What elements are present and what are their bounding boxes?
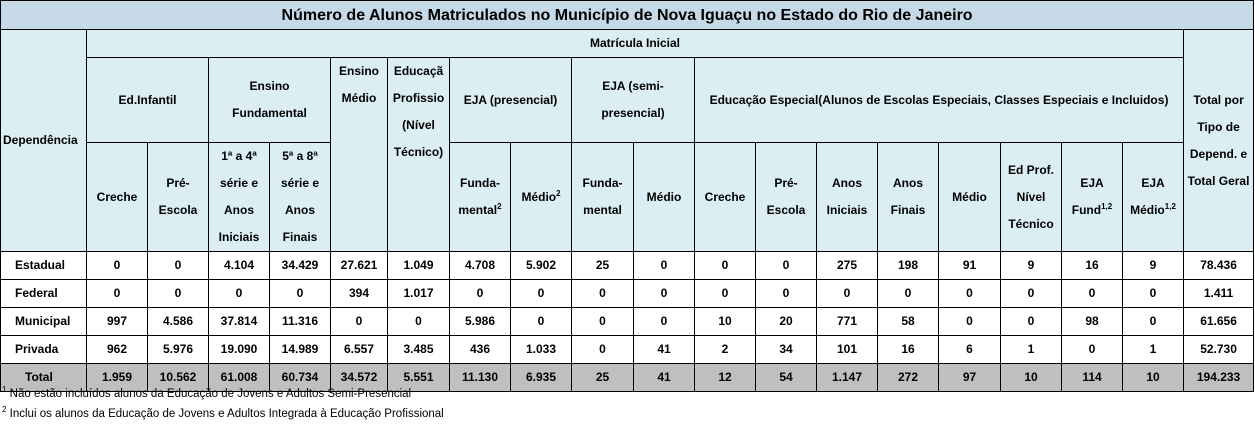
table-cell: 1 <box>1001 336 1062 364</box>
table-cell: 20 <box>756 308 817 336</box>
table-cell: 962 <box>87 336 148 364</box>
table-cell: 436 <box>450 336 511 364</box>
header-eja-presencial: EJA (presencial) <box>450 58 572 143</box>
table-cell: 27.621 <box>331 252 388 280</box>
total-cell: 97 <box>939 364 1001 392</box>
header-educacao-especial: Educação Especial(Alunos de Escolas Especiais, Classes Especiais e Incluidos) <box>695 58 1184 143</box>
table-cell: 6.557 <box>331 336 388 364</box>
table-cell: 78.436 <box>1184 252 1254 280</box>
sub-header-creche: Creche <box>87 143 148 252</box>
table-cell: 1.017 <box>388 280 450 308</box>
table-cell: 0 <box>572 308 634 336</box>
total-cell: 10 <box>1123 364 1184 392</box>
footnote-marker: 1,2 <box>1164 202 1176 211</box>
header-total-por-tipo: Total por Tipo de Depend. e Total Geral <box>1184 30 1254 252</box>
table-cell: 98 <box>1062 308 1123 336</box>
table-cell: 61.656 <box>1184 308 1254 336</box>
sub-header-esp-eja-fund <box>1062 143 1123 252</box>
table-cell: 4.104 <box>209 252 270 280</box>
total-cell: 194.233 <box>1184 364 1254 392</box>
table-cell: 0 <box>634 280 695 308</box>
table-cell: 0 <box>695 280 756 308</box>
table-cell: 5.902 <box>511 252 572 280</box>
sub-header-semi-fundamental: Funda-mental <box>572 143 634 252</box>
table-cell: 0 <box>939 280 1001 308</box>
table-cell: 0 <box>511 280 572 308</box>
table-cell: 0 <box>148 280 209 308</box>
table-cell: 41 <box>634 336 695 364</box>
table-cell: 34 <box>756 336 817 364</box>
table-cell: 34.429 <box>270 252 331 280</box>
table-body <box>1 252 1254 364</box>
table-cell: 16 <box>878 336 939 364</box>
total-cell: 12 <box>695 364 756 392</box>
table-cell: 5.976 <box>148 336 209 364</box>
table-row <box>1 252 1254 280</box>
footnote-text: Não estão incluídos alunos da Educação de Jovens e Adultos Semi-Presencial <box>6 388 412 400</box>
table-cell: 394 <box>331 280 388 308</box>
sub-header-esp-eja-fund-text: EJA Fund <box>1071 176 1104 217</box>
footnote-text: Inclui os alunos da Educação de Jovens e Adultos Integrada à Educação Profissional <box>6 408 444 420</box>
table-cell: 0 <box>695 252 756 280</box>
table-cell: 58 <box>878 308 939 336</box>
total-cell: 272 <box>878 364 939 392</box>
header-educacao-profissional: Educaçã Profissio (Nível Técnico) <box>388 58 450 252</box>
sub-header-pre-escola: Pré-Escola <box>148 143 209 252</box>
header-matricula-inicial: Matrícula Inicial <box>87 30 1184 58</box>
sub-header-esp-ed-prof: Ed Prof. Nível Técnico <box>1001 143 1062 252</box>
total-cell: 5.551 <box>388 364 450 392</box>
row-label: Federal <box>1 280 87 308</box>
table-cell: 91 <box>939 252 1001 280</box>
table-cell: 0 <box>1062 280 1123 308</box>
table-cell: 0 <box>939 308 1001 336</box>
table-cell: 19.090 <box>209 336 270 364</box>
table-row <box>1 308 1254 336</box>
footnote-marker: 2 <box>556 188 561 198</box>
table-cell: 101 <box>817 336 878 364</box>
table-cell: 0 <box>87 280 148 308</box>
header-ed-infantil: Ed.Infantil <box>87 58 209 143</box>
total-cell: 114 <box>1062 364 1123 392</box>
row-label: Privada <box>1 336 87 364</box>
header-ensino-fundamental: Ensino Fundamental <box>209 58 331 143</box>
sub-header-eja-fundamental <box>450 143 511 252</box>
table-cell: 771 <box>817 308 878 336</box>
sub-header-semi-medio: Médio <box>634 143 695 252</box>
total-cell: 61.008 <box>209 364 270 392</box>
sub-header-anos-iniciais: 1ª a 4ª série e Anos Iniciais <box>209 143 270 252</box>
table-cell: 0 <box>450 280 511 308</box>
total-cell: 34.572 <box>331 364 388 392</box>
sub-header-eja-medio-text: Médio <box>521 189 557 204</box>
table-cell: 37.814 <box>209 308 270 336</box>
sub-header-esp-anos-iniciais: Anos Iniciais <box>817 143 878 252</box>
table-cell: 5.986 <box>450 308 511 336</box>
total-cell: 54 <box>756 364 817 392</box>
footnotes <box>0 384 1254 424</box>
table-cell: 0 <box>756 280 817 308</box>
total-cell: 25 <box>572 364 634 392</box>
table-cell: 11.316 <box>270 308 331 336</box>
table-cell: 0 <box>388 308 450 336</box>
sub-header-esp-eja-medio-text: EJA Médio <box>1130 176 1165 217</box>
header-dependencia: Dependência <box>1 30 87 252</box>
table-cell: 1.411 <box>1184 280 1254 308</box>
table-cell: 14.989 <box>270 336 331 364</box>
sub-header-esp-anos-finais: Anos Finais <box>878 143 939 252</box>
footnote-2 <box>0 404 1254 424</box>
table-cell: 0 <box>148 252 209 280</box>
table-cell: 52.730 <box>1184 336 1254 364</box>
table-cell: 1.049 <box>388 252 450 280</box>
table-cell: 2 <box>695 336 756 364</box>
total-cell: 60.734 <box>270 364 331 392</box>
table-cell: 0 <box>1123 308 1184 336</box>
total-cell: 41 <box>634 364 695 392</box>
table-cell: 3.485 <box>388 336 450 364</box>
table-row <box>1 280 1254 308</box>
table-title: Número de Alunos Matriculados no Município de Nova Iguaçu no Estado do Rio de Janeiro <box>1 1 1254 30</box>
footnote-marker: 1,2 <box>1101 202 1113 211</box>
footnote-marker: 2 <box>497 202 502 211</box>
table-cell: 9 <box>1001 252 1062 280</box>
table-cell: 16 <box>1062 252 1123 280</box>
sub-header-esp-pre-escola: Pré-Escola <box>756 143 817 252</box>
table-cell: 0 <box>331 308 388 336</box>
table-cell: 0 <box>634 308 695 336</box>
footnote-number: 1 <box>2 385 7 395</box>
header-ensino-medio: Ensino Médio <box>331 58 388 252</box>
sub-header-eja-fundamental-text: Funda-mental <box>458 176 500 217</box>
sub-header-esp-creche: Creche <box>695 143 756 252</box>
table-cell: 997 <box>87 308 148 336</box>
table-cell: 0 <box>756 252 817 280</box>
table-cell: 1.033 <box>511 336 572 364</box>
table-cell: 0 <box>1001 308 1062 336</box>
total-cell: 1.147 <box>817 364 878 392</box>
row-label: Municipal <box>1 308 87 336</box>
sub-header-anos-finais: 5ª a 8ª série e Anos Finais <box>270 143 331 252</box>
footnote-1 <box>0 384 1254 404</box>
table-row <box>1 336 1254 364</box>
table-cell: 0 <box>511 308 572 336</box>
table-cell: 10 <box>695 308 756 336</box>
total-label: Total <box>1 364 87 392</box>
table-cell: 198 <box>878 252 939 280</box>
table-cell: 0 <box>634 252 695 280</box>
table-cell: 4.708 <box>450 252 511 280</box>
table-cell: 0 <box>1062 336 1123 364</box>
table-cell: 0 <box>817 280 878 308</box>
row-label: Estadual <box>1 252 87 280</box>
sub-header-eja-medio <box>511 143 572 252</box>
total-cell: 1.959 <box>87 364 148 392</box>
table-cell: 0 <box>87 252 148 280</box>
table-cell: 0 <box>572 280 634 308</box>
table-cell: 0 <box>1001 280 1062 308</box>
table-cell: 4.586 <box>148 308 209 336</box>
footnote-number: 2 <box>2 405 7 415</box>
table-cell: 1 <box>1123 336 1184 364</box>
table-cell: 0 <box>209 280 270 308</box>
table-cell: 25 <box>572 252 634 280</box>
table-cell: 0 <box>1123 280 1184 308</box>
table-cell: 0 <box>270 280 331 308</box>
header-eja-semi: EJA (semi-presencial) <box>572 58 695 143</box>
table-cell: 9 <box>1123 252 1184 280</box>
total-cell: 6.935 <box>511 364 572 392</box>
table-cell: 6 <box>939 336 1001 364</box>
table-cell: 275 <box>817 252 878 280</box>
sub-header-esp-eja-medio <box>1123 143 1184 252</box>
sub-header-esp-medio: Médio <box>939 143 1001 252</box>
table-cell: 0 <box>878 280 939 308</box>
total-cell: 11.130 <box>450 364 511 392</box>
total-cell: 10 <box>1001 364 1062 392</box>
total-cell: 10.562 <box>148 364 209 392</box>
table-cell: 0 <box>572 336 634 364</box>
